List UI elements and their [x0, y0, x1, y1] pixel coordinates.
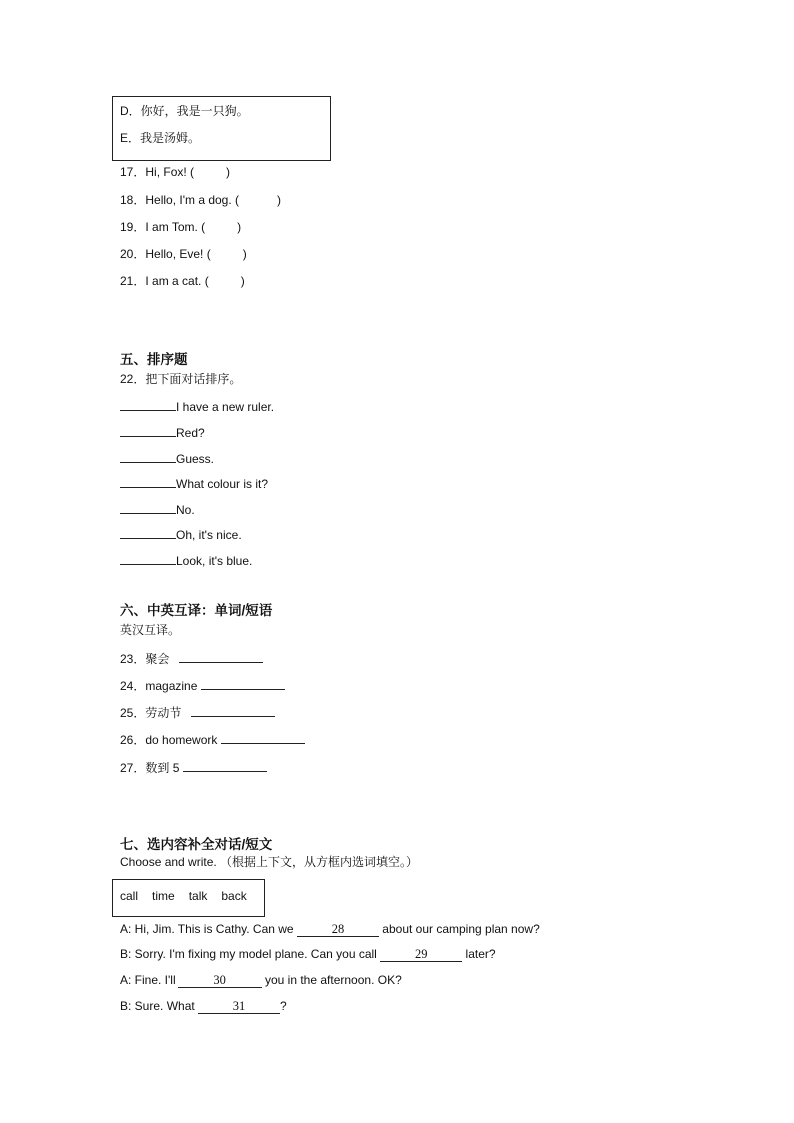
option-d: D．你好，我是一只狗。: [120, 104, 249, 118]
word-box-words: [120, 889, 247, 903]
item-text: I am a cat. (: [145, 274, 209, 288]
item-number: 17．: [120, 165, 146, 179]
order-blank[interactable]: [120, 475, 176, 488]
translation-item-26: 26．do homework: [120, 731, 305, 747]
item-number: 19．: [120, 220, 146, 234]
ordering-line: What colour is it?: [120, 475, 268, 491]
dialogue-line-2: B: Sorry. I'm fixing my model plane. Can you call 29 later?: [120, 947, 496, 961]
dialogue-line-1: A: Hi, Jim. This is Cathy. Can we 28 about our camping plan now?: [120, 922, 540, 936]
ordering-line: I have a new ruler.: [120, 398, 274, 414]
section-6-title: 六、中英互译：单词/短语: [120, 603, 273, 618]
ordering-line: Oh, it's nice.: [120, 526, 242, 542]
word-option: time: [152, 889, 175, 903]
section-6-instruction: 英汉互译。: [120, 623, 181, 637]
ordering-line: Look, it's blue.: [120, 552, 252, 568]
item-number: 21．: [120, 274, 146, 288]
answer-blank[interactable]: [183, 759, 267, 772]
ordering-line: No.: [120, 501, 195, 517]
blank-29[interactable]: 29: [380, 948, 462, 962]
ordering-line: Red?: [120, 424, 205, 440]
order-blank[interactable]: [120, 450, 176, 463]
dialogue-line-4: B: Sure. What 31 ?: [120, 999, 287, 1013]
dialogue-line-3: A: Fine. I'll 30 you in the afternoon. OK?: [120, 973, 402, 987]
order-blank[interactable]: [120, 526, 176, 539]
item-text: I am Tom. (: [145, 220, 206, 234]
word-option: talk: [188, 889, 208, 903]
order-blank[interactable]: [120, 424, 176, 437]
order-blank[interactable]: [120, 398, 176, 411]
matching-item-19: 19．I am Tom. ( ): [120, 220, 242, 234]
answer-blank[interactable]: [191, 704, 275, 717]
ordering-line: Guess.: [120, 450, 214, 466]
order-blank[interactable]: [120, 552, 176, 565]
item-text: Hi, Fox! (: [145, 165, 195, 179]
translation-item-25: 25．劳动节: [120, 704, 275, 720]
item-number: 20．: [120, 247, 146, 261]
section-7-title: 七、选内容补全对话/短文: [120, 837, 273, 852]
blank-31[interactable]: 31: [198, 1000, 280, 1014]
word-option: call: [120, 889, 139, 903]
matching-item-17: 17．Hi, Fox! ( ): [120, 165, 231, 179]
blank-28[interactable]: 28: [297, 923, 379, 937]
section-5-question: 22．把下面对话排序。: [120, 372, 242, 386]
order-blank[interactable]: [120, 501, 176, 514]
translation-item-27: 27．数到 5: [120, 759, 267, 775]
item-number: 18．: [120, 193, 146, 207]
matching-item-21: 21．I am a cat. ( ): [120, 274, 245, 288]
translation-item-23: 23．聚会: [120, 650, 263, 666]
matching-item-18: 18．Hello, I'm a dog. ( ): [120, 193, 282, 207]
translation-item-24: 24．magazine: [120, 677, 285, 693]
blank-30[interactable]: 30: [178, 974, 262, 988]
answer-blank[interactable]: [201, 677, 285, 690]
matching-item-20: 20．Hello, Eve! ( ): [120, 247, 247, 261]
option-e: E．我是汤姆。: [120, 131, 201, 145]
word-option: back: [221, 889, 247, 903]
section-5-title: 五、排序题: [120, 352, 188, 367]
item-text: Hello, Eve! (: [145, 247, 211, 261]
item-text: Hello, I'm a dog. (: [145, 193, 240, 207]
section-7-instruction: Choose and write. （根据上下文，从方框内选词填空。）: [120, 855, 419, 869]
answer-blank[interactable]: [221, 731, 305, 744]
answer-blank[interactable]: [179, 650, 263, 663]
